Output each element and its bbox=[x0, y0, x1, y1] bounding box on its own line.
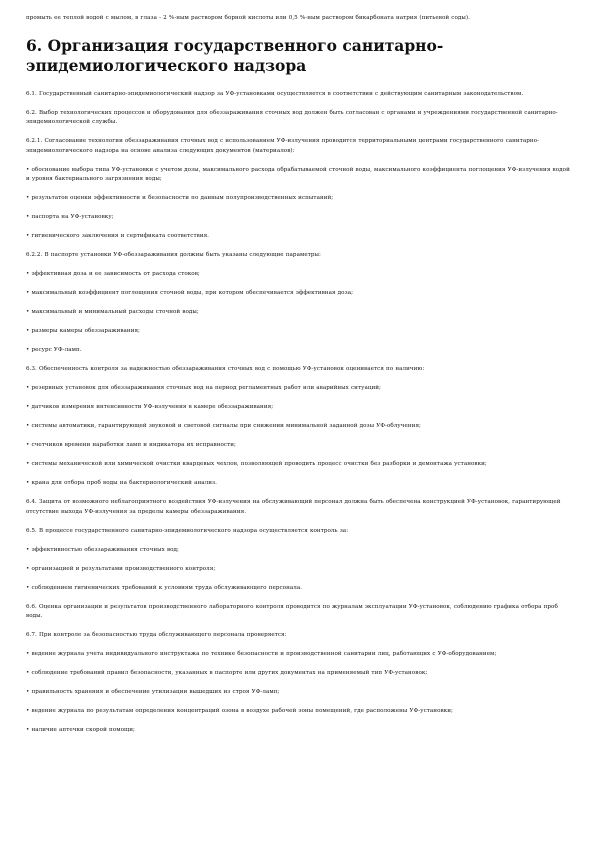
list-item: • гигиенического заключения и сертификата соответствия. bbox=[26, 233, 209, 239]
paragraph: 6.3. Обеспеченность контроля за надежностью обеззараживания сточных вод с помощью УФ-установок оценивается по наличию: bbox=[26, 366, 425, 372]
list-item: • организацией и результатами производственного контроля; bbox=[26, 565, 216, 572]
list-item: • размеры камеры обеззараживания; bbox=[26, 328, 140, 334]
section-title: 6. Организация государственного санитарно-эпидемиологического надзора bbox=[26, 35, 444, 75]
paragraph: 6.6. Оценка организации и результатов производственного лабораторного контроля проводится по журналам эксплуатации УФ-установок, соблюдению графика отбора проб воды. bbox=[26, 603, 558, 619]
paragraph: 6.1. Государственный санитарно-эпидемиологический надзор за УФ-установками осуществляется в соответствии с действующим санитарным законодательством. bbox=[26, 90, 524, 97]
list-item: • наличие аптечки скорой помощи; bbox=[26, 727, 135, 733]
list-item: • счетчиков времени наработки ламп и индикатора их исправности; bbox=[26, 442, 236, 448]
list-item: • правильность хранения и обеспечение утилизации вышедших из строя УФ-ламп; bbox=[26, 689, 280, 695]
list-item: • резервных установок для обеззараживания сточных вод на период регламентных работ или аварийных ситуаций; bbox=[26, 385, 381, 391]
list-item: • максимальный и минимальный расходы сточной воды; bbox=[26, 309, 199, 315]
list-item: • эффективная доза и ее зависимость от расхода стоков; bbox=[26, 271, 200, 277]
list-item: • соблюдение требований правил безопасности, указанных в паспорте или других документах на применяемый тип УФ-установок; bbox=[26, 670, 428, 676]
paragraph: 6.2.1. Согласование технологии обеззараживания сточных вод с использованием УФ-излучения проводится территориальными центрами государственного санитарно-эпидемиологического надзора на основе анализа следующих документов (материалов): bbox=[26, 138, 540, 154]
list-item: • датчиков измерения интенсивности УФ-излучения в камере обеззараживания; bbox=[26, 404, 274, 410]
paragraph: 6.7. При контроле за безопасностью труда обслуживающего персонала проверяется: bbox=[26, 632, 287, 638]
list-item: • результатов оценки эффективности и безопасности по данным полупроизводственных испытаний; bbox=[26, 195, 334, 201]
list-item: • ведение журнала учета индивидуального инструктажа по технике безопасности и производственной санитарии лиц, работающих с УФ-оборудованием; bbox=[26, 651, 497, 657]
list-item: • соблюдением гигиенических требований к условиям труда обслуживающего персонала. bbox=[26, 584, 303, 591]
paragraph: 6.4. Защита от возможного неблагоприятного воздействия УФ-излучения на обслуживающий персонал должна быть обеспечена конструкцией УФ-установок, гарантирующей отсутствие выхода УФ-излучения за пределы камеры обеззараживания. bbox=[26, 499, 561, 515]
paragraph: 6.5. В процессе государственного санитарно-эпидемиологического надзора осуществляется контроль за: bbox=[26, 527, 349, 534]
paragraph: 6.2.2. В паспорте установки УФ-обеззараживания должны быть указаны следующие параметры: bbox=[26, 252, 321, 258]
list-item: • обоснование выбора типа УФ-установки с учетом дозы, максимального расхода обрабатываемой сточной воды, максимального коэффициента поглощения УФ-излучения водой и уровня бактериального загрязнения воды; bbox=[26, 166, 570, 182]
list-item: • паспорта на УФ-установку; bbox=[26, 214, 114, 220]
list-item: • системы механической или химической очистки кварцевых чехлов, позволяющей проводить процесс очистки без разборки и демонтажа установки; bbox=[26, 461, 487, 467]
intro-continuation: промыть ее теплой водой с мылом, в глаза - 2 %-ным раствором борной кислоты или 0,5 %-ным раствором бикарбоната натрия (питьевой соды). bbox=[26, 15, 470, 21]
list-item: • максимальный коэффициент поглощения сточной воды, при котором обеспечивается эффективная доза; bbox=[26, 290, 354, 296]
section-body bbox=[26, 90, 573, 736]
list-item: • системы автоматики, гарантирующей звуковой и световой сигналы при снижении минимальной заданной дозы УФ-облучения; bbox=[26, 423, 421, 429]
list-item: • ресурс УФ-ламп. bbox=[26, 347, 82, 353]
paragraph: 6.2. Выбор технологических процессов и оборудования для обеззараживания сточных вод должен быть согласован с органами и учреждениями государственной санитарно-эпидемиологической службы. bbox=[26, 109, 558, 125]
list-item: • эффективностью обеззараживания сточных вод; bbox=[26, 546, 179, 553]
list-item: • крана для отбора проб воды на бактериологический анализ. bbox=[26, 480, 217, 486]
list-item: • ведение журнала по результатам определения концентраций озона в воздухе рабочей зоны помещений, где расположены УФ-установки; bbox=[26, 708, 453, 714]
